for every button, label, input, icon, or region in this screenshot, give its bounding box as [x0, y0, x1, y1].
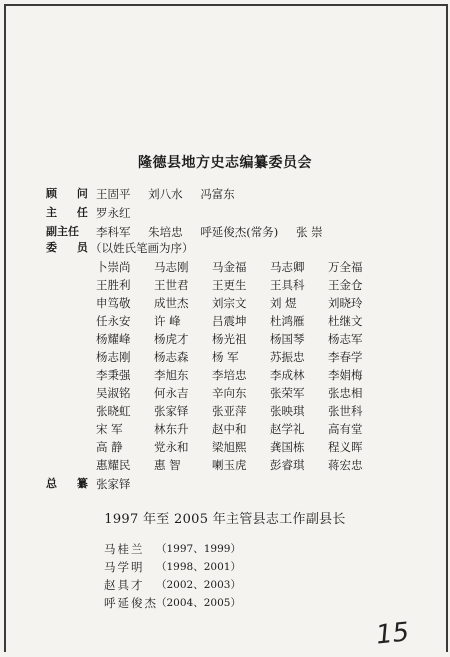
member-row [96, 366, 396, 384]
member-name: 张晓虹 [96, 404, 131, 418]
member-name: 吕震坤 [212, 314, 247, 328]
person-name: 张家铎 [96, 477, 131, 491]
member-name: 张忠相 [328, 386, 363, 400]
member-name: 李春学 [328, 350, 363, 364]
person-name: 刘八水 [148, 187, 183, 201]
deputy-magistrate-term: （1998、2001） [156, 561, 241, 573]
member-name: 马志刚 [154, 260, 189, 274]
editor-in-chief-names [96, 476, 145, 492]
member-row [96, 384, 396, 402]
section-subtitle: 1997 年至 2005 年主管县志工作副县长 [104, 512, 346, 527]
deputy-magistrate-row [104, 558, 241, 576]
member-name: 杨虎才 [154, 332, 189, 346]
member-row [96, 330, 396, 348]
page-number: 15 [374, 617, 411, 651]
member-name: 杨志军 [328, 332, 363, 346]
member-name: 赵中和 [212, 422, 247, 436]
member-row [96, 456, 396, 474]
member-name: 赵学礼 [270, 422, 305, 436]
vice-director-names [96, 224, 337, 240]
deputy-magistrate-row [104, 540, 241, 558]
advisor-names [96, 186, 249, 202]
person-name: 冯富东 [200, 187, 235, 201]
member-name: 林东升 [154, 422, 189, 436]
member-name: 蒋宏忠 [328, 458, 363, 472]
person-name: 朱培忠 [148, 225, 183, 239]
member-name: 李秉强 [96, 368, 131, 382]
deputy-magistrate-name: 赵具才 [104, 578, 145, 592]
member-name: 杜继文 [328, 314, 363, 328]
person-name: 张 崇 [295, 225, 323, 239]
deputy-magistrate-term: （2004、2005） [156, 597, 241, 609]
role-label: 副主任 [46, 225, 79, 238]
page-border-right [446, 4, 448, 652]
member-name: 马金福 [212, 260, 247, 274]
deputy-magistrate-term: （2002、2003） [156, 579, 241, 591]
member-name: 张家铎 [154, 404, 189, 418]
role-label: 顾 问 [46, 187, 96, 200]
member-name: 惠 智 [154, 458, 181, 472]
member-name: 宋 军 [96, 422, 123, 436]
member-name: 王世君 [154, 278, 189, 292]
member-row [96, 438, 396, 456]
member-name: 成世杰 [154, 296, 189, 310]
member-name: 张荣军 [270, 386, 305, 400]
role-label: 总 纂 [46, 477, 96, 490]
person-name: 李科军 [96, 225, 131, 239]
members-grid [96, 258, 396, 474]
person-name: 呼延俊杰(常务) [200, 225, 279, 239]
role-label: 委 员 [46, 241, 96, 254]
member-name: 杨国琴 [270, 332, 305, 346]
member-name: 王胜利 [96, 278, 131, 292]
member-name: 高 静 [96, 440, 123, 454]
role-label: 主 任 [46, 206, 96, 219]
deputy-magistrate-name: 呼延俊杰 [104, 596, 158, 610]
member-name: 高有堂 [328, 422, 363, 436]
member-name: 杨志森 [154, 350, 189, 364]
deputy-magistrate-list [104, 540, 241, 612]
member-name: 张映琪 [270, 404, 305, 418]
member-name: 马志卿 [270, 260, 305, 274]
member-name: 杨 军 [212, 350, 239, 364]
member-name: 彭睿琪 [270, 458, 305, 472]
deputy-magistrate-row [104, 594, 241, 612]
member-name: 卜崇尚 [96, 260, 131, 274]
member-name: 万全福 [328, 260, 363, 274]
member-name: 刘晓玲 [328, 296, 363, 310]
member-name: 何永吉 [154, 386, 189, 400]
member-name: 苏振忠 [270, 350, 305, 364]
member-name: 许 峰 [154, 314, 181, 328]
member-name: 惠耀民 [96, 458, 131, 472]
member-name: 李成林 [270, 368, 305, 382]
member-name: 刘 煜 [270, 296, 297, 310]
person-name: 罗永红 [96, 206, 131, 220]
member-row [96, 312, 396, 330]
member-row [96, 420, 396, 438]
member-row [96, 294, 396, 312]
member-name: 程义晖 [328, 440, 363, 454]
member-name: 辛向东 [212, 386, 247, 400]
person-name: 王固平 [96, 187, 131, 201]
director-names [96, 205, 145, 221]
deputy-magistrate-name: 马学明 [104, 560, 145, 574]
deputy-magistrate-term: （1997、1999） [156, 543, 241, 555]
member-name: 杨志刚 [96, 350, 131, 364]
member-name: 张亚萍 [212, 404, 247, 418]
member-row [96, 402, 396, 420]
member-name: 刘宗文 [212, 296, 247, 310]
member-row [96, 348, 396, 366]
page-title: 隆德县地方史志编纂委员会 [138, 155, 312, 171]
member-row [96, 276, 396, 294]
member-name: 党永和 [154, 440, 189, 454]
member-name: 喇玉虎 [212, 458, 247, 472]
member-row [96, 258, 396, 276]
member-name: 王更生 [212, 278, 247, 292]
member-name: 杨光祖 [212, 332, 247, 346]
member-name: 张世科 [328, 404, 363, 418]
deputy-magistrate-row [104, 576, 241, 594]
page-border-top [6, 4, 446, 6]
members-note: （以姓氏笔画为序） [90, 241, 194, 255]
member-name: 申笃敬 [96, 296, 131, 310]
member-name: 任永安 [96, 314, 131, 328]
page-border-left [4, 4, 6, 652]
member-name: 李培忠 [212, 368, 247, 382]
member-name: 王具科 [270, 278, 305, 292]
member-name: 龚国栋 [270, 440, 305, 454]
member-name: 杨耀峰 [96, 332, 131, 346]
deputy-magistrate-name: 马桂兰 [104, 542, 145, 556]
member-name: 李娟梅 [328, 368, 363, 382]
member-name: 杜鸿雁 [270, 314, 305, 328]
member-name: 王金仓 [328, 278, 363, 292]
member-name: 梁旭熙 [212, 440, 247, 454]
member-name: 李旭东 [154, 368, 189, 382]
member-name: 吴淑铭 [96, 386, 131, 400]
